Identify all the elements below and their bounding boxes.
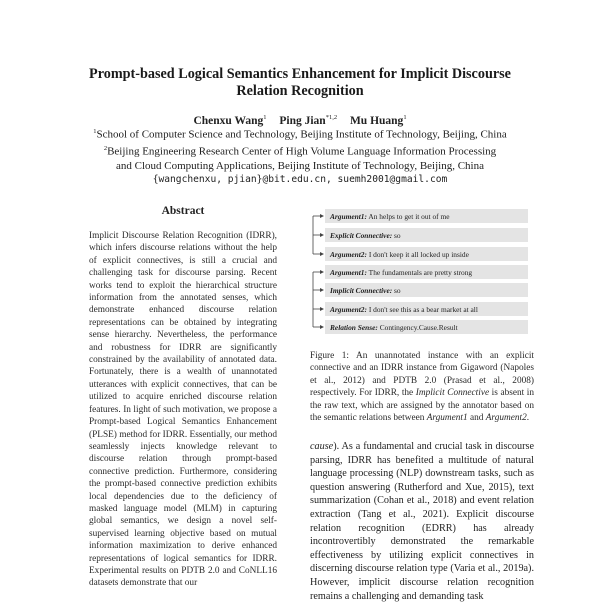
author-name: Ping Jian — [279, 114, 326, 127]
caption-italic: Implicit Connective — [415, 388, 490, 399]
affil-sup: 2 — [103, 144, 108, 152]
caption-text: Figure 1: An unannotated instance with an explicit connective and an IDRR instance from Gigaword (Napoles et al., 2012) and PDTB 2.0 (Prasad et al., 2008) respectively. For IDRR, the — [310, 351, 534, 399]
figure-row-2: Explicit Connective: so — [330, 231, 401, 240]
figure-row-5: Implicit Connective: so — [330, 286, 401, 295]
abstract-heading: Abstract — [161, 205, 205, 217]
introduction-paragraph — [310, 440, 534, 603]
email-addresses: {wangchenxu, pjian}@bit.edu.cn, suemh2001@gmail.com — [152, 174, 448, 186]
title-line-2: Relation Recognition — [236, 83, 364, 99]
figure-row-4: Argument1: The fundamentals are pretty strong — [330, 268, 473, 277]
paper-title — [40, 66, 560, 100]
affil-text: Beijing Engineering Research Center of High Volume Language Information Processing — [107, 145, 497, 158]
affiliation-2-cont: and Cloud Computing Applications, Beijing Institute of Technology, Beijing, China — [115, 159, 484, 172]
affil-sup: 1 — [93, 128, 97, 135]
abstract-text: Implicit Discourse Relation Recognition (IDRR), which infers discourse relations without the help of explicit connectives, is still a crucial and challenging task for discourse parsing. Recent works tend to exploit the hierarchical structure information from the annotated senses, which demonstrate enhanced discourse relation representations can be obtained by integrating sense hierarchy. Nevertheless, the performance and robustness for IDRR are significantly constrained by the availability of annotated data. Fortunately, there is a wealth of unannotated utterances with explicit connectives, that can be utilized to acquire enriched discourse relation features. In light of such motivation, we propose a Prompt-based Logical Semantics Enhancement (PLSE) method for IDRR. Essentially, our method seamlessly injects knowledge relevant to discourse relation through prompt-based connective prediction. Furthermore, considering the prompt-based connective prediction exhibits local dependencies due to the deficiency of masked language model (MLM) in capturing global semantics, we design a novel self-supervised learning objective based on mutual information maximization to derive enhanced representations of logical semantics for IDRR. Experimental results on PDTB 2.0 and CoNLL16 datasets demonstrate that our — [89, 231, 277, 589]
figure-row-1: Argument1: An helps to get it out of me — [330, 212, 450, 221]
author-sup: *1,2 — [325, 114, 338, 121]
caption-text: is absent in the raw text, which are assigned by the annotator based on the semantic relations between — [310, 388, 535, 424]
author-sup: 1 — [263, 114, 267, 121]
bracket-group-1 — [313, 216, 320, 254]
figure-row-6: Argument2: I don't see this as a bear market at all — [330, 305, 478, 314]
caption-text: and — [467, 413, 486, 424]
figure-row-3: Argument2: I don't keep it all locked up inside — [330, 250, 469, 259]
abstract-body — [89, 230, 277, 590]
affiliations — [40, 125, 560, 188]
caption-italic: Argument2 — [485, 413, 527, 424]
body-text: ). As a fundamental and crucial task in discourse parsing, IDRR has benefited a multitude of natural language processing (NLP) downstream tasks, such as question answering (Rutherford and Xue, 2015), text summarization (Cohan et al., 2018) and event relation extraction (Tang et al., 2021). Explicit discourse relation recognition (EDRR) has already incontrovertibly demonstrated the remarkable effectiveness by utilizing explicit connectives in discerning discourse relation type (Varia et al., 2019a). However, implicit discourse relation recognition remains a challenging and demanding task — [310, 441, 534, 602]
caption-italic: Argument1 — [426, 413, 468, 424]
figure-1 — [306, 206, 546, 336]
author-name: Mu Huang — [349, 114, 404, 127]
affil-text: School of Computer Science and Technology, Beijing Institute of Technology, Beijing, China — [96, 128, 507, 141]
figure-diagram — [306, 206, 546, 336]
bracket-group-2 — [313, 272, 320, 327]
title-line-1: Prompt-based Logical Semantics Enhancement for Implicit Discourse — [89, 66, 511, 82]
caption-text: . — [526, 413, 530, 424]
author-sup: 1 — [403, 114, 407, 121]
arrow-heads — [320, 214, 324, 329]
body-italic: cause — [310, 441, 334, 452]
affiliation-2 — [40, 142, 560, 159]
figure-caption — [310, 350, 534, 424]
figure-row-7: Relation Sense: Contingency.Cause.Result — [330, 323, 458, 332]
affiliation-1 — [40, 125, 560, 142]
author-name: Chenxu Wang — [193, 114, 264, 127]
